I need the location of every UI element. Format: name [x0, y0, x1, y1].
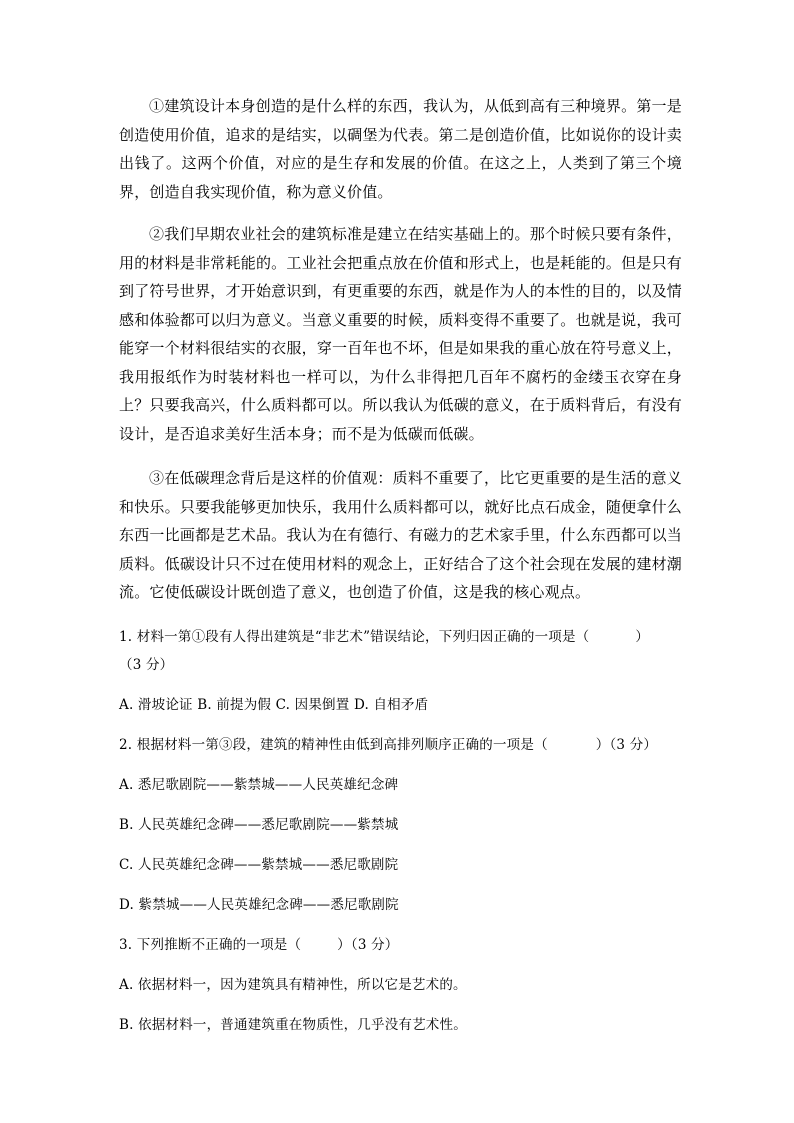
question-3-stem-end: ）（3 分） — [337, 936, 399, 953]
question-2-option-d: D. 紫禁城——人民英雄纪念碑——悉尼歌剧院 — [119, 896, 399, 913]
question-2-stem — [119, 735, 682, 755]
question-1-stem — [119, 627, 682, 647]
paragraph-1: ①建筑设计本身创造的是什么样的东西，我认为，从低到高有三种境界。第一是创造使用价值，追求的是结实，以碉堡为代表。第二是创造价值，比如说你的设计卖出钱了。这两个价值，对应的是生存和发展的价值。在这之上，人类到了第三个境界，创造自我实现价值，称为意义价值。 — [119, 97, 682, 201]
question-1-options: A. 滑坡论证 B. 前提为假 C. 因果倒置 D. 自相矛盾 — [119, 696, 429, 713]
question-2-option-b: B. 人民英雄纪念碑——悉尼歌剧院——紫禁城 — [119, 816, 399, 833]
paragraph-3: ③在低碳理念背后是这样的价值观：质料不重要了，比它更重要的是生活的意义和快乐。只要我能够更加快乐，我用什么质料都可以，就好比点石成金，随便拿什么东西一比画都是艺术品。我认为在有德行、有磁力的艺术家手里，什么东西都可以当质料。低碳设计只不过在使用材料的观念上，正好结合了这个社会现在发展的建材潮流。它使低碳设计既创造了意义，也创造了价值，这是我的核心观点。 — [119, 469, 682, 601]
question-1-score: （3 分） — [119, 656, 174, 673]
question-2-option-c: C. 人民英雄纪念碑——紫禁城——悉尼歌剧院 — [119, 856, 399, 873]
question-3-option-b: B. 依据材料一，普通建筑重在物质性，几乎没有艺术性。 — [119, 1016, 467, 1033]
question-1-stem-text: 1. 材料一第①段有人得出建筑是“非艺术”错误结论，下列归因正确的一项是（ — [119, 628, 590, 645]
question-3-stem-text: 3. 下列推断不正确的一项是（ — [119, 936, 302, 953]
question-3-stem — [119, 935, 682, 955]
question-3-option-a: A. 依据材料一，因为建筑具有精神性，所以它是艺术的。 — [119, 976, 467, 993]
question-1-stem-end: ） — [635, 628, 650, 645]
paragraph-2: ②我们早期农业社会的建筑标准是建立在结实基础上的。那个时候只要有条件，用的材料是非常耗能的。工业社会把重点放在价值和形式上，也是耗能的。但是只有到了符号世界，才开始意识到，有更重要的东西，就是作为人的本性的目的，以及情感和体验都可以归为意义。当意义重要的时候，质料变得不重要了。也就是说，我可能穿一个材料很结实的衣服，穿一百年也不坏，但是如果我的重心放在符号意义上，我用报纸作为时装材料也一样可以，为什么非得把几百年不腐朽的金缕玉衣穿在身上？只要我高兴，什么质料都可以。所以我认为低碳的意义，在于质料背后，有没有设计，是否追求美好生活本身；而不是为低碳而低碳。 — [119, 225, 682, 443]
question-1 — [119, 627, 682, 675]
question-2-option-a: A. 悉尼歌剧院——紫禁城——人民英雄纪念碑 — [119, 776, 399, 793]
question-2-stem-end: ）（3 分） — [595, 736, 658, 753]
question-2-stem-text: 2. 根据材料一第③段，建筑的精神性由低到高排列顺序正确的一项是（ — [119, 736, 548, 753]
